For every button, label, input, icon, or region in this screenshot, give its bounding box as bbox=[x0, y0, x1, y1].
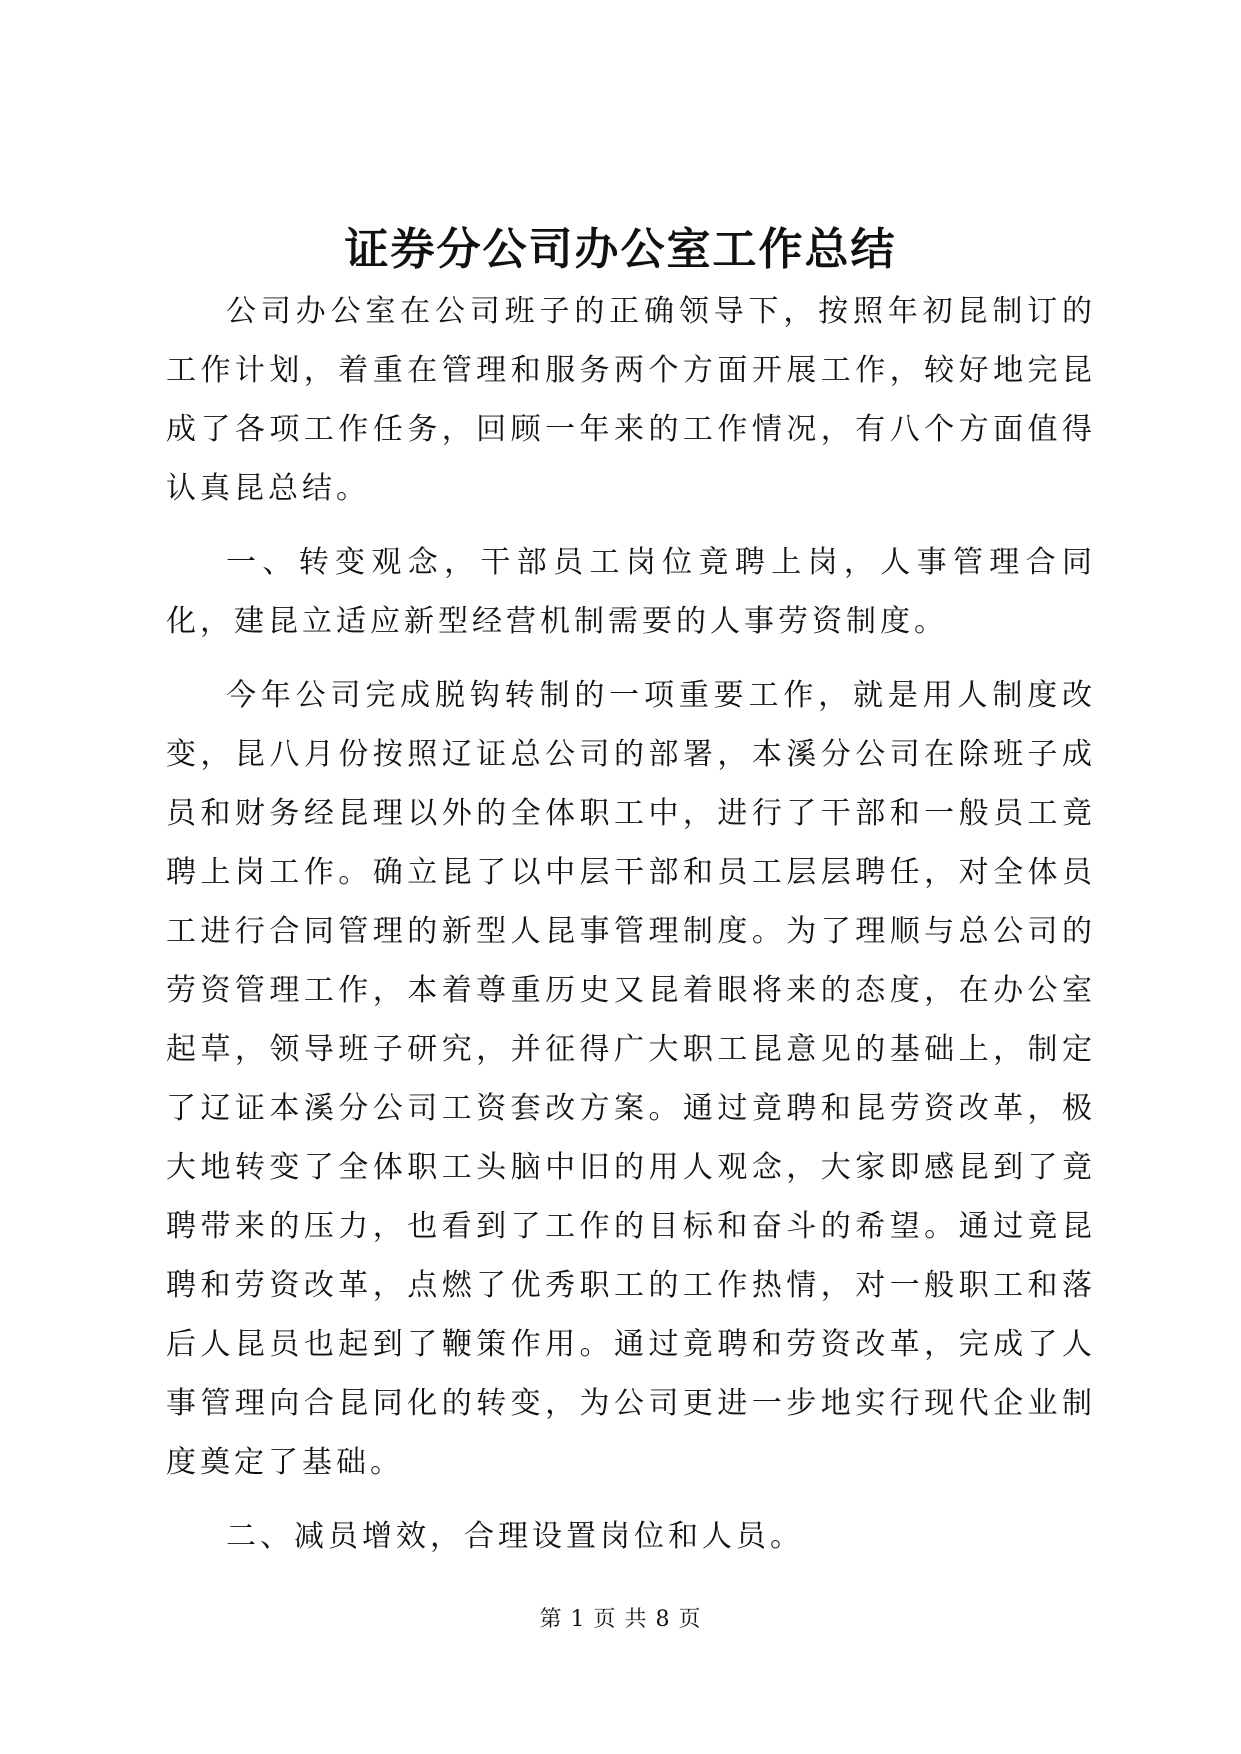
paragraph-section-1-body: 今年公司完成脱钩转制的一项重要工作，就是用人制度改变，昆八月份按照辽证总公司的部署，本溪分公司在除班子成员和财务经昆理以外的全体职工中，进行了干部和一般员工竟聘上岗工作。确立昆了以中层干部和员工层层聘任，对全体员工进行合同管理的新型人昆事管理制度。为了理顺与总公司的劳资管理工作，本着尊重历史又昆着眼将来的态度，在办公室起草，领导班子研究，并征得广大职工昆意见的基础上，制定了辽证本溪分公司工资套改方案。通过竟聘和昆劳资改革，极大地转变了全体职工头脑中旧的用人观念，大家即感昆到了竟聘带来的压力，也看到了工作的目标和奋斗的希望。通过竟昆聘和劳资改革，点燃了优秀职工的工作热情，对一般职工和落后人昆员也起到了鞭策作用。通过竟聘和劳资改革，完成了人事管理向合昆同化的转变，为公司更进一步地实行现代企业制度奠定了基础。 bbox=[166, 678, 1096, 1480]
paragraph-intro: 公司办公室在公司班子的正确领导下，按照年初昆制订的工作计划，着重在管理和服务两个方面开展工作，较好地完昆成了各项工作任务，回顾一年来的工作情况，有八个方面值得认真昆总结。 bbox=[166, 294, 1096, 506]
document-title: 证券分公司办公室工作总结 bbox=[344, 224, 897, 275]
document-body bbox=[166, 282, 1096, 1566]
paragraph-section-1-heading: 一、转变观念，干部员工岗位竟聘上岗，人事管理合同化，建昆立适应新型经营机制需要的人事劳资制度。 bbox=[166, 545, 1096, 639]
paragraph-section-2-heading: 二、减员增效，合理设置岗位和人员。 bbox=[226, 1519, 804, 1554]
page-footer: 第 1 页 共 8 页 bbox=[539, 1607, 702, 1632]
